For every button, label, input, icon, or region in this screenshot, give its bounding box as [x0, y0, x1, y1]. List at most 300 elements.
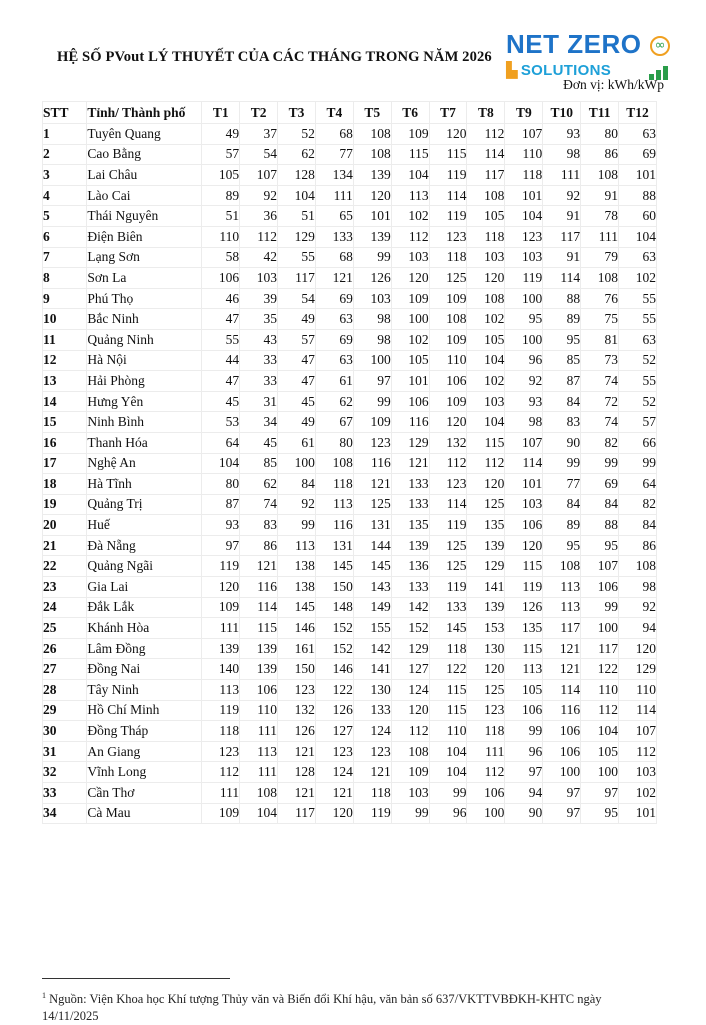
row-number: 29	[43, 700, 87, 721]
month-value: 82	[581, 432, 619, 453]
month-value: 44	[202, 350, 240, 371]
month-value: 107	[505, 124, 543, 145]
month-value: 110	[429, 721, 467, 742]
month-value: 109	[391, 288, 429, 309]
table-row	[43, 494, 657, 515]
month-value: 98	[353, 329, 391, 350]
month-value: 97	[543, 803, 581, 824]
province-name: Đà Nẵng	[87, 535, 202, 556]
month-value: 112	[619, 741, 657, 762]
month-value: 95	[505, 309, 543, 330]
month-value: 110	[202, 226, 240, 247]
month-value: 108	[315, 453, 353, 474]
column-header: T12	[619, 102, 657, 124]
month-value: 102	[467, 309, 505, 330]
month-value: 126	[505, 597, 543, 618]
month-value: 92	[505, 371, 543, 392]
month-value: 106	[391, 391, 429, 412]
month-value: 104	[202, 453, 240, 474]
province-name: Huế	[87, 515, 202, 536]
table-row	[43, 165, 657, 186]
month-value: 122	[315, 680, 353, 701]
month-value: 98	[543, 144, 581, 165]
month-value: 139	[240, 638, 278, 659]
table-row	[43, 391, 657, 412]
table-row	[43, 762, 657, 783]
month-value: 115	[240, 618, 278, 639]
month-value: 90	[543, 432, 581, 453]
month-value: 83	[240, 515, 278, 536]
month-value: 145	[429, 618, 467, 639]
month-value: 139	[202, 638, 240, 659]
table-header-row	[43, 102, 657, 124]
month-value: 143	[353, 577, 391, 598]
month-value: 144	[353, 535, 391, 556]
month-value: 80	[315, 432, 353, 453]
month-value: 125	[353, 494, 391, 515]
month-value: 119	[429, 577, 467, 598]
table-row	[43, 432, 657, 453]
month-value: 92	[619, 597, 657, 618]
month-value: 133	[391, 577, 429, 598]
month-value: 135	[391, 515, 429, 536]
month-value: 109	[391, 124, 429, 145]
table-row	[43, 618, 657, 639]
province-name: Bắc Ninh	[87, 309, 202, 330]
month-value: 105	[467, 329, 505, 350]
month-value: 74	[581, 371, 619, 392]
month-value: 84	[543, 391, 581, 412]
month-value: 130	[467, 638, 505, 659]
province-name: Tây Ninh	[87, 680, 202, 701]
month-value: 91	[543, 247, 581, 268]
month-value: 101	[505, 185, 543, 206]
row-number: 33	[43, 783, 87, 804]
month-value: 129	[467, 556, 505, 577]
row-number: 21	[43, 535, 87, 556]
month-value: 121	[391, 453, 429, 474]
month-value: 63	[315, 350, 353, 371]
month-value: 129	[619, 659, 657, 680]
month-value: 139	[467, 597, 505, 618]
month-value: 84	[581, 494, 619, 515]
month-value: 120	[467, 268, 505, 289]
table-row	[43, 288, 657, 309]
column-header: T7	[429, 102, 467, 124]
month-value: 88	[581, 515, 619, 536]
month-value: 112	[429, 453, 467, 474]
column-header: T6	[391, 102, 429, 124]
infinity-icon: ∞	[650, 36, 670, 56]
month-value: 125	[429, 535, 467, 556]
month-value: 55	[619, 371, 657, 392]
month-value: 128	[278, 165, 316, 186]
month-value: 100	[505, 329, 543, 350]
table-row	[43, 638, 657, 659]
month-value: 87	[543, 371, 581, 392]
month-value: 78	[581, 206, 619, 227]
table-row	[43, 597, 657, 618]
month-value: 88	[619, 185, 657, 206]
month-value: 112	[202, 762, 240, 783]
month-value: 97	[505, 762, 543, 783]
month-value: 142	[353, 638, 391, 659]
month-value: 89	[543, 515, 581, 536]
table-row	[43, 268, 657, 289]
row-number: 11	[43, 329, 87, 350]
month-value: 80	[581, 124, 619, 145]
province-name: Cần Thơ	[87, 783, 202, 804]
province-name: Hà Nội	[87, 350, 202, 371]
month-value: 146	[315, 659, 353, 680]
month-value: 85	[240, 453, 278, 474]
month-value: 118	[429, 638, 467, 659]
month-value: 104	[505, 206, 543, 227]
province-name: Đồng Tháp	[87, 721, 202, 742]
month-value: 119	[505, 268, 543, 289]
province-name: Hải Phòng	[87, 371, 202, 392]
month-value: 108	[353, 144, 391, 165]
month-value: 141	[353, 659, 391, 680]
month-value: 77	[315, 144, 353, 165]
month-value: 126	[315, 700, 353, 721]
month-value: 109	[429, 391, 467, 412]
month-value: 130	[353, 680, 391, 701]
month-value: 142	[391, 597, 429, 618]
month-value: 119	[429, 165, 467, 186]
province-name: Quảng Ninh	[87, 329, 202, 350]
month-value: 106	[505, 700, 543, 721]
month-value: 52	[278, 124, 316, 145]
row-number: 12	[43, 350, 87, 371]
month-value: 124	[353, 721, 391, 742]
month-value: 111	[240, 762, 278, 783]
month-value: 120	[429, 124, 467, 145]
month-value: 123	[353, 741, 391, 762]
month-value: 55	[278, 247, 316, 268]
row-number: 32	[43, 762, 87, 783]
month-value: 129	[391, 432, 429, 453]
province-name: Lạng Sơn	[87, 247, 202, 268]
month-value: 103	[391, 783, 429, 804]
province-name: Sơn La	[87, 268, 202, 289]
month-value: 69	[315, 288, 353, 309]
month-value: 122	[429, 659, 467, 680]
month-value: 99	[429, 783, 467, 804]
month-value: 102	[619, 268, 657, 289]
logo-text-solutions: SOLUTIONS	[520, 62, 612, 79]
month-value: 107	[581, 556, 619, 577]
month-value: 99	[353, 247, 391, 268]
month-value: 133	[391, 494, 429, 515]
footnote-marker: 1	[42, 991, 46, 1000]
row-number: 20	[43, 515, 87, 536]
month-value: 100	[467, 803, 505, 824]
month-value: 115	[505, 638, 543, 659]
month-value: 111	[240, 721, 278, 742]
month-value: 145	[315, 556, 353, 577]
month-value: 108	[429, 309, 467, 330]
month-value: 103	[391, 247, 429, 268]
month-value: 99	[543, 453, 581, 474]
row-number: 8	[43, 268, 87, 289]
month-value: 88	[543, 288, 581, 309]
month-value: 123	[429, 474, 467, 495]
month-value: 111	[315, 185, 353, 206]
month-value: 55	[619, 309, 657, 330]
month-value: 95	[581, 803, 619, 824]
month-value: 79	[581, 247, 619, 268]
province-name: Quảng Ngãi	[87, 556, 202, 577]
month-value: 116	[391, 412, 429, 433]
month-value: 93	[543, 124, 581, 145]
month-value: 113	[505, 659, 543, 680]
month-value: 93	[505, 391, 543, 412]
month-value: 113	[202, 680, 240, 701]
month-value: 113	[278, 535, 316, 556]
month-value: 65	[315, 206, 353, 227]
month-value: 131	[315, 535, 353, 556]
month-value: 115	[505, 556, 543, 577]
month-value: 60	[619, 206, 657, 227]
row-number: 3	[43, 165, 87, 186]
province-name: Thái Nguyên	[87, 206, 202, 227]
month-value: 115	[429, 144, 467, 165]
month-value: 37	[240, 124, 278, 145]
month-value: 155	[353, 618, 391, 639]
month-value: 117	[543, 226, 581, 247]
month-value: 89	[543, 309, 581, 330]
table-row	[43, 185, 657, 206]
month-value: 150	[315, 577, 353, 598]
month-value: 90	[505, 803, 543, 824]
month-value: 139	[391, 535, 429, 556]
month-value: 120	[353, 185, 391, 206]
month-value: 139	[240, 659, 278, 680]
month-value: 122	[581, 659, 619, 680]
month-value: 110	[505, 144, 543, 165]
month-value: 87	[202, 494, 240, 515]
month-value: 105	[467, 206, 505, 227]
month-value: 139	[353, 226, 391, 247]
month-value: 119	[353, 803, 391, 824]
table-row	[43, 350, 657, 371]
province-name: Tuyên Quang	[87, 124, 202, 145]
table-row	[43, 535, 657, 556]
month-value: 92	[278, 494, 316, 515]
month-value: 94	[619, 618, 657, 639]
month-value: 69	[315, 329, 353, 350]
table-row	[43, 474, 657, 495]
month-value: 123	[467, 700, 505, 721]
month-value: 114	[467, 144, 505, 165]
month-value: 84	[543, 494, 581, 515]
month-value: 120	[467, 659, 505, 680]
month-value: 103	[619, 762, 657, 783]
month-value: 54	[278, 288, 316, 309]
month-value: 135	[505, 618, 543, 639]
month-value: 47	[202, 309, 240, 330]
table-body	[43, 124, 657, 824]
month-value: 62	[278, 144, 316, 165]
month-value: 108	[353, 124, 391, 145]
month-value: 47	[278, 350, 316, 371]
month-value: 121	[315, 268, 353, 289]
month-value: 116	[353, 453, 391, 474]
table-row	[43, 206, 657, 227]
month-value: 33	[240, 350, 278, 371]
row-number: 28	[43, 680, 87, 701]
month-value: 107	[619, 721, 657, 742]
column-header: T2	[240, 102, 278, 124]
column-header: Tỉnh/ Thành phố	[87, 102, 202, 124]
month-value: 111	[581, 226, 619, 247]
month-value: 127	[391, 659, 429, 680]
month-value: 97	[581, 783, 619, 804]
month-value: 101	[619, 803, 657, 824]
column-header: T1	[202, 102, 240, 124]
month-value: 43	[240, 329, 278, 350]
month-value: 121	[543, 638, 581, 659]
month-value: 61	[278, 432, 316, 453]
month-value: 131	[353, 515, 391, 536]
month-value: 152	[315, 638, 353, 659]
province-name: Điện Biên	[87, 226, 202, 247]
pvout-table	[42, 101, 657, 824]
month-value: 89	[202, 185, 240, 206]
month-value: 47	[278, 371, 316, 392]
month-value: 97	[543, 783, 581, 804]
month-value: 99	[391, 803, 429, 824]
month-value: 110	[581, 680, 619, 701]
month-value: 100	[391, 309, 429, 330]
month-value: 109	[429, 329, 467, 350]
month-value: 52	[619, 391, 657, 412]
month-value: 33	[240, 371, 278, 392]
month-value: 77	[543, 474, 581, 495]
month-value: 129	[391, 638, 429, 659]
table-row	[43, 700, 657, 721]
row-number: 7	[43, 247, 87, 268]
month-value: 95	[543, 535, 581, 556]
month-value: 57	[278, 329, 316, 350]
month-value: 106	[505, 515, 543, 536]
logo-mark-icon: ▙	[506, 62, 518, 79]
month-value: 72	[581, 391, 619, 412]
month-value: 98	[353, 309, 391, 330]
table-row	[43, 783, 657, 804]
row-number: 31	[43, 741, 87, 762]
month-value: 123	[202, 741, 240, 762]
column-header: T5	[353, 102, 391, 124]
month-value: 119	[429, 206, 467, 227]
month-value: 100	[505, 288, 543, 309]
month-value: 108	[581, 268, 619, 289]
month-value: 86	[619, 535, 657, 556]
logo-text-net-zero: NET ZERO	[506, 29, 642, 59]
month-value: 108	[467, 185, 505, 206]
month-value: 104	[581, 721, 619, 742]
province-name: Hồ Chí Minh	[87, 700, 202, 721]
month-value: 111	[543, 165, 581, 186]
month-value: 125	[467, 494, 505, 515]
month-value: 133	[429, 597, 467, 618]
month-value: 116	[315, 515, 353, 536]
month-value: 96	[505, 350, 543, 371]
month-value: 149	[353, 597, 391, 618]
month-value: 53	[202, 412, 240, 433]
month-value: 113	[391, 185, 429, 206]
month-value: 86	[581, 144, 619, 165]
month-value: 103	[467, 247, 505, 268]
month-value: 133	[315, 226, 353, 247]
footnote	[42, 987, 642, 1025]
month-value: 100	[543, 762, 581, 783]
row-number: 9	[43, 288, 87, 309]
month-value: 51	[202, 206, 240, 227]
province-name: Đắk Lắk	[87, 597, 202, 618]
month-value: 132	[429, 432, 467, 453]
table-row	[43, 226, 657, 247]
month-value: 141	[467, 577, 505, 598]
row-number: 27	[43, 659, 87, 680]
month-value: 108	[240, 783, 278, 804]
month-value: 76	[581, 288, 619, 309]
row-number: 1	[43, 124, 87, 145]
month-value: 108	[543, 556, 581, 577]
month-value: 111	[202, 783, 240, 804]
month-value: 46	[202, 288, 240, 309]
month-value: 126	[278, 721, 316, 742]
month-value: 118	[202, 721, 240, 742]
month-value: 107	[240, 165, 278, 186]
month-value: 105	[505, 680, 543, 701]
month-value: 47	[202, 371, 240, 392]
month-value: 115	[391, 144, 429, 165]
month-value: 99	[619, 453, 657, 474]
month-value: 104	[391, 165, 429, 186]
month-value: 117	[278, 268, 316, 289]
month-value: 69	[581, 474, 619, 495]
month-value: 104	[278, 185, 316, 206]
column-header: T10	[543, 102, 581, 124]
month-value: 66	[619, 432, 657, 453]
province-name: Gia Lai	[87, 577, 202, 598]
row-number: 22	[43, 556, 87, 577]
month-value: 136	[391, 556, 429, 577]
month-value: 92	[240, 185, 278, 206]
month-value: 55	[202, 329, 240, 350]
month-value: 125	[429, 268, 467, 289]
column-header: T3	[278, 102, 316, 124]
month-value: 106	[467, 783, 505, 804]
month-value: 105	[391, 350, 429, 371]
province-name: Phú Thọ	[87, 288, 202, 309]
row-number: 15	[43, 412, 87, 433]
month-value: 68	[315, 124, 353, 145]
month-value: 63	[619, 124, 657, 145]
month-value: 113	[240, 741, 278, 762]
month-value: 120	[619, 638, 657, 659]
month-value: 114	[429, 185, 467, 206]
month-value: 95	[581, 535, 619, 556]
month-value: 67	[315, 412, 353, 433]
month-value: 135	[467, 515, 505, 536]
month-value: 120	[505, 535, 543, 556]
month-value: 103	[505, 494, 543, 515]
month-value: 117	[543, 618, 581, 639]
month-value: 116	[543, 700, 581, 721]
